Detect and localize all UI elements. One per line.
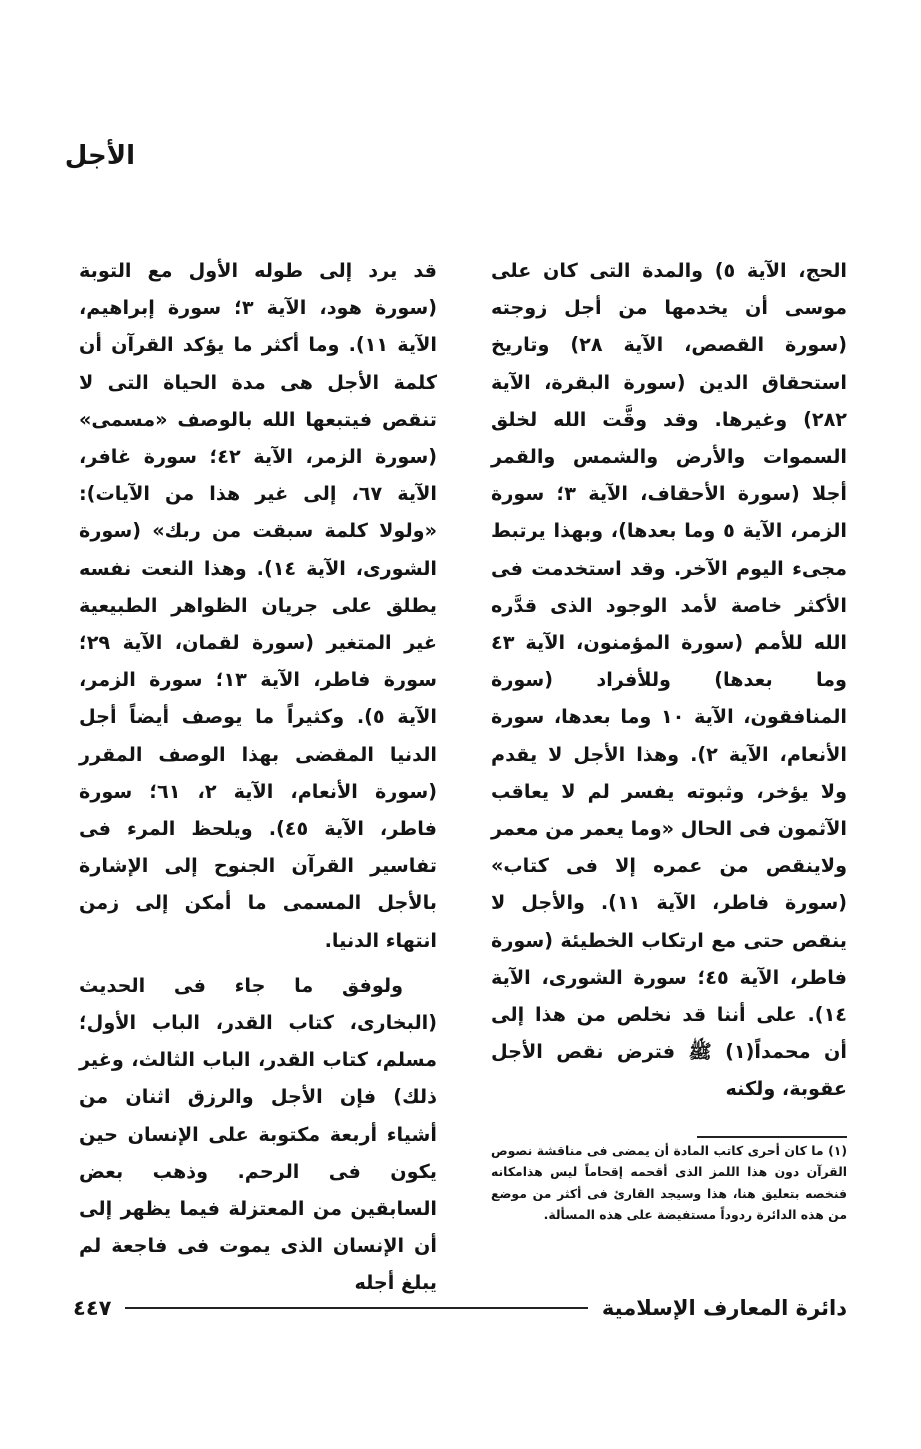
page-number: ٤٤٧	[73, 1296, 112, 1320]
page-footer	[73, 1290, 847, 1326]
footnote-text: (١) ما كان أحرى كاتب المادة أن يمضى فى مناقشة نصوص القرآن دون هذا اللمز الذى أقحمه إقحاماً ليس هذامكانه فنخصه بتعليق هنا، هذا وسيجد القارئ فى أكثر من موضع من هذه الدائرة ردوداً مستفيضة على هذه المسألة.	[491, 1143, 847, 1223]
footnote-divider	[697, 1136, 847, 1138]
footer-divider	[125, 1307, 587, 1309]
right-text-column	[491, 252, 847, 1108]
footer-title: دائرة المعارف الإسلامية	[601, 1296, 847, 1320]
paragraph: الحج، الآية ٥) والمدة التى كان على موسى أن يخدمها من أجل زوجته (سورة القصص، الآية ٢٨) وتاريخ استحقاق الدين (سورة البقرة، الآية ٢٨٢) وغيرها. وقد وقَّت الله لخلق السموات والأرض والشمس والقمر أجلا (سورة الأحقاف، الآية ٣؛ سورة الزمر، الآية ٥ وما بعدها)، وبهذا يرتبط مجىء اليوم الآخر. وقد استخدمت فى الأكثر خاصة لأمد الوجود الذى قدَّره الله للأمم (سورة المؤمنون، الآية ٤٣ وما بعدها) وللأفراد (سورة المنافقون، الآية ١٠ وما بعدها، سورة الأنعام، الآية ٢). وهذا الأجل لا يقدم ولا يؤخر، وثبوته يفسر لم لا يعاقب الآثمون فى الحال «وما يعمر من معمر ولاينقص من عمره إلا فى كتاب» (سورة فاطر، الآية ١١). والأجل لا ينقص حتى مع ارتكاب الخطيئة (سورة فاطر، الآية ٤٥؛ سورة الشورى، الآية ١٤). على أننا قد نخلص من هذا إلى أن محمداً(١) ﷺ فترض نقص الأجل عقوبة، ولكنه	[491, 259, 848, 1101]
left-text-column	[79, 252, 437, 1302]
paragraph: ولوفق ما جاء فى الحديث (البخارى، كتاب القدر، الباب الأول؛ مسلم، كتاب القدر، الباب الثالث، وغير ذلك) فإن الأجل والرزق اثنان من أشياء أربعة مكتوبة على الإنسان حين يكون فى الرحم. وذهب بعض السابقين من المعتزلة فيما يظهر إلى أن الإنسان الذى يموت فى فاجعة لم يبلغ أجله	[79, 973, 437, 1295]
paragraph: قد يرد إلى طوله الأول مع التوبة (سورة هود، الآية ٣؛ سورة إبراهيم، الآية ١١). وما أكثر ما يؤكد القرآن أن كلمة الأجل هى مدة الحياة التى لا تنقص فيتبعها الله بالوصف «مسمى» (سورة الزمر، الآية ٤٢؛ سورة غافر، الآية ٦٧، إلى غير هذا من الآيات): «ولولا كلمة سبقت من ربك» (سورة الشورى، الآية ١٤). وهذا النعت نفسه يطلق على جريان الظواهر الطبيعية غير المتغير (سورة لقمان، الآية ٢٩؛ سورة فاطر، الآية ١٣؛ سورة الزمر، الآية ٥). وكثيراً ما يوصف أيضاً أجل الدنيا المقضى بهذا الوصف المقرر (سورة الأنعام، الآية ٢، ٦١؛ سورة فاطر، الآية ٤٥). ويلحظ المرء فى تفاسير القرآن الجنوح إلى الإشارة بالأجل المسمى ما أمكن إلى زمن انتهاء الدنيا.	[79, 259, 438, 952]
footnote	[491, 1140, 847, 1226]
running-header: الأجل	[64, 141, 135, 171]
